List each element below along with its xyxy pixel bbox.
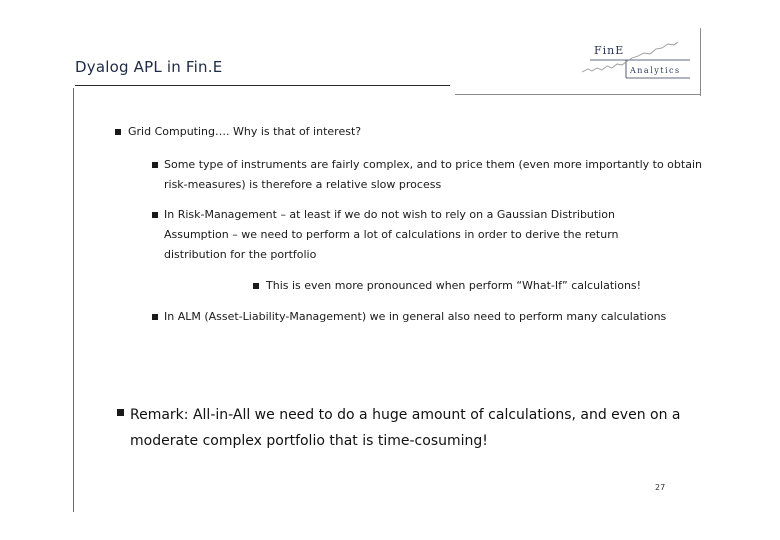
remark-text: Remark: All-in-All we need to do a huge amount of calculations, and even on a moderate complex portfolio that is time-cosuming! xyxy=(130,407,681,449)
logo-text-fine: FinE xyxy=(594,44,625,57)
bullet-square xyxy=(152,212,158,218)
list-item: In Risk-Management – at least if we do not wish to rely on a Gaussian Distribution Assumption – we need to perform a lot of calculations in order to derive the return distribution for the portfolio xyxy=(164,208,619,261)
logo-text-analytics: Analytics xyxy=(630,66,681,75)
bullet-square xyxy=(152,314,158,320)
bullet-square xyxy=(152,162,158,168)
logo-horizontal-rule xyxy=(455,94,701,95)
slide-title: Dyalog APL in Fin.E xyxy=(75,58,223,76)
title-underline xyxy=(75,85,450,86)
section-heading: Grid Computing…. Why is that of interest? xyxy=(128,125,362,138)
page-number: 27 xyxy=(655,483,666,492)
logo-vertical-rule xyxy=(700,28,701,96)
bullet-square xyxy=(115,129,121,135)
bullet-square xyxy=(117,409,124,416)
fine-analytics-logo xyxy=(582,38,694,88)
list-item: In ALM (Asset-Liability-Management) we in general also need to perform many calculations xyxy=(164,310,667,323)
bullet-square xyxy=(253,283,259,289)
left-margin-rule xyxy=(73,88,74,512)
list-item: Some type of instruments are fairly complex, and to price them (even more importantly to obtain risk-measures) is therefore a relative slow process xyxy=(164,158,702,191)
sub-list-item: This is even more pronounced when perform “What-If” calculations! xyxy=(266,279,642,292)
